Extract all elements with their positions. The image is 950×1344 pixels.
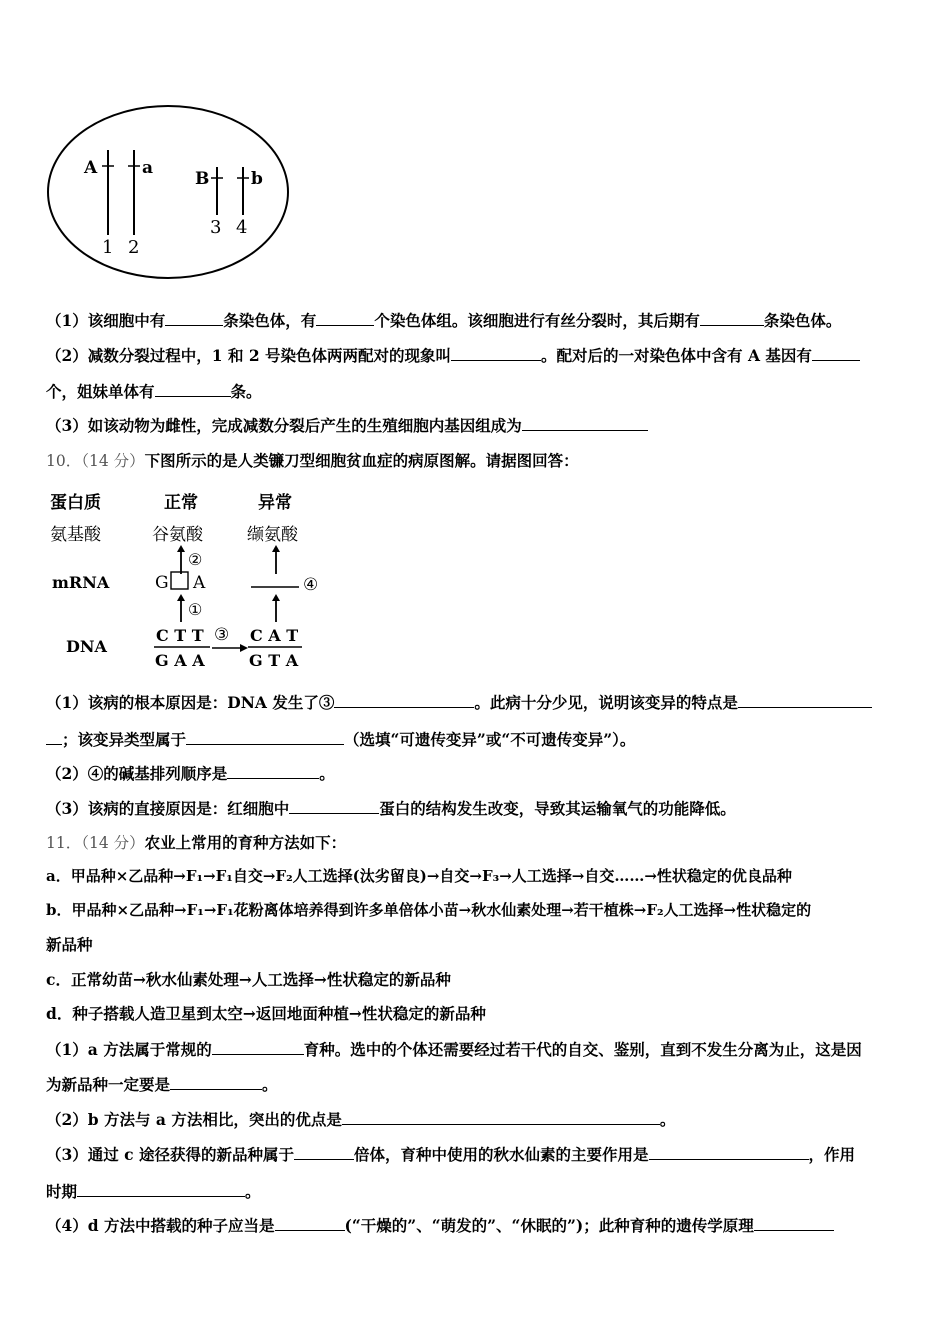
q11-stem: 农业上常用的育种方法如下： (144, 833, 347, 852)
mrna-base-a: A (193, 573, 206, 593)
q9-p1-blank1[interactable] (165, 311, 223, 326)
q9-p2-blank3[interactable] (155, 382, 231, 397)
q11-p3-blank3[interactable] (77, 1182, 245, 1197)
row-dna: DNA (66, 637, 107, 656)
q10-p1-blank3[interactable] (186, 730, 344, 745)
q10-header (46, 451, 579, 471)
q11-method-b-cont: 新品种 (46, 935, 93, 954)
step-1-label: ① (188, 600, 203, 619)
allele-label-B: B (195, 169, 210, 189)
q11-number: 11．（14 分） (46, 834, 145, 852)
step-2-label: ② (188, 550, 203, 569)
row-mrna: mRNA (52, 573, 110, 592)
allele-label-a: a (142, 158, 154, 178)
q10-stem: 下图所示的是人类镰刀型细胞贫血症的病原图解。请据图回答： (144, 451, 579, 470)
q10-p1-blank2-cont[interactable] (46, 730, 62, 745)
q11-method-c: c．正常幼苗→秋水仙素处理→人工选择→性状稳定的新品种 (46, 970, 451, 989)
q10-p1-blank2[interactable] (738, 693, 872, 708)
q10-part2: （2）④的碱基排列顺序是 。 (46, 764, 335, 783)
q9-part2-cont: 个，姐妹单体有 条。 (46, 382, 262, 401)
q9-p2-blank2[interactable] (812, 346, 860, 361)
dna-normal-top: C T T (156, 626, 204, 645)
arrowhead-mutation (240, 644, 248, 652)
q10-number: 10．（14 分） (46, 452, 145, 470)
sickle-cell-diagram (44, 482, 334, 677)
q11-part4: （4）d 方法中搭载的种子应当是 (“干燥的”、“萌发的”、“休眠的”)；此种育种的遗传学原理 (46, 1216, 834, 1236)
chromosome-number-3: 3 (210, 217, 222, 238)
q11-method-b: b．甲品种×乙品种→F₁→F₁花粉离体培养得到许多单倍体小苗→秋水仙素处理→若干植株→F₂人工选择→性状稳定的 (46, 901, 812, 919)
allele-label-b: b (251, 169, 263, 189)
q11-p3-blank1[interactable] (294, 1145, 354, 1160)
arrowhead-abnormal-translation (272, 545, 280, 552)
q10-p1-blank1[interactable] (334, 693, 474, 708)
mrna-base-g: G (155, 573, 169, 593)
q11-p4-blank1[interactable] (275, 1216, 345, 1231)
q11-method-a: a．甲品种×乙品种→F₁→F₁自交→F₂人工选择(汰劣留良)→自交→F₃→人工选择→自交……→性状稳定的优良品种 (46, 867, 792, 885)
mrna-unknown-base-box[interactable] (171, 572, 188, 589)
q11-p1-blank1[interactable] (212, 1040, 304, 1055)
q11-p3-blank2[interactable] (649, 1145, 809, 1160)
q9-part1: （1）该细胞中有 条染色体，有 个染色体组。该细胞进行有丝分裂时，其后期有 条染色体。 (46, 311, 842, 330)
chromosome-number-1: 1 (102, 237, 114, 258)
dna-mutant-bottom: G T A (249, 651, 299, 670)
q10-part3: （3）该病的直接原因是：红细胞中 蛋白的结构发生改变，导致其运输氧气的功能降低。 (46, 799, 736, 818)
normal-amino: 谷氨酸 (152, 525, 203, 545)
row-amino: 氨基酸 (50, 525, 101, 545)
q10-part1-cont: ；该变异类型属于 （选填“可遗传变异”或“不可遗传变异”）。 (46, 730, 635, 750)
q11-p2-blank1[interactable] (342, 1110, 660, 1125)
abnormal-amino: 缬氨酸 (247, 525, 298, 545)
q9-part3: （3）如该动物为雌性，完成减数分裂后产生的生殖细胞内基因组成为 (46, 416, 648, 436)
q9-p3-blank1[interactable] (522, 416, 648, 431)
dna-normal-bottom: G A A (155, 651, 205, 670)
chromosome-number-4: 4 (236, 217, 248, 238)
step-3-label: ③ (214, 625, 230, 645)
cell-diagram (44, 100, 294, 285)
q9-p2-blank1[interactable] (451, 346, 541, 361)
q11-part2: （2）b 方法与 a 方法相比，突出的优点是 。 (46, 1110, 676, 1129)
q10-part1: （1）该病的根本原因是：DNA 发生了③ 。此病十分少见，说明该变异的特点是 (46, 693, 872, 713)
q11-p4-blank2[interactable] (754, 1216, 834, 1231)
q10-p3-blank1[interactable] (289, 799, 379, 814)
q11-method-d: d．种子搭载人造卫星到太空→返回地面种植→性状稳定的新品种 (46, 1004, 486, 1023)
col-normal: 正常 (164, 493, 198, 513)
q11-header (46, 833, 346, 853)
cell-membrane (48, 106, 288, 278)
q11-p1-blank2[interactable] (170, 1075, 262, 1090)
q9-p1-blank2[interactable] (316, 311, 374, 326)
arrowhead-abnormal-transcription (272, 594, 280, 601)
step-4-label: ④ (303, 575, 319, 595)
dna-mutant-top: C A T (250, 626, 299, 645)
q11-part1: （1）a 方法属于常规的 育种。选中的个体还需要经过若干代的自交、鉴别，直到不发生分离为止，这是因 (46, 1040, 862, 1059)
allele-label-A: A (84, 158, 98, 178)
q9-p1-blank3[interactable] (700, 311, 764, 326)
q10-p2-blank1[interactable] (227, 764, 319, 779)
q11-part3: （3）通过 c 途径获得的新品种属于 倍体，育种中使用的秋水仙素的主要作用是 ，作用 (46, 1145, 856, 1164)
col-protein: 蛋白质 (50, 493, 101, 513)
q11-part1-cont: 为新品种一定要是 。 (46, 1075, 278, 1094)
arrowhead-translation (177, 545, 185, 552)
chromosome-number-2: 2 (128, 237, 140, 258)
q11-part3-cont: 时期 。 (46, 1182, 261, 1201)
arrowhead-transcription (177, 594, 185, 601)
col-abnormal: 异常 (258, 493, 292, 513)
q9-part2: （2）减数分裂过程中，1 和 2 号染色体两两配对的现象叫 。配对后的一对染色体中含有 A 基因有 (46, 346, 860, 366)
